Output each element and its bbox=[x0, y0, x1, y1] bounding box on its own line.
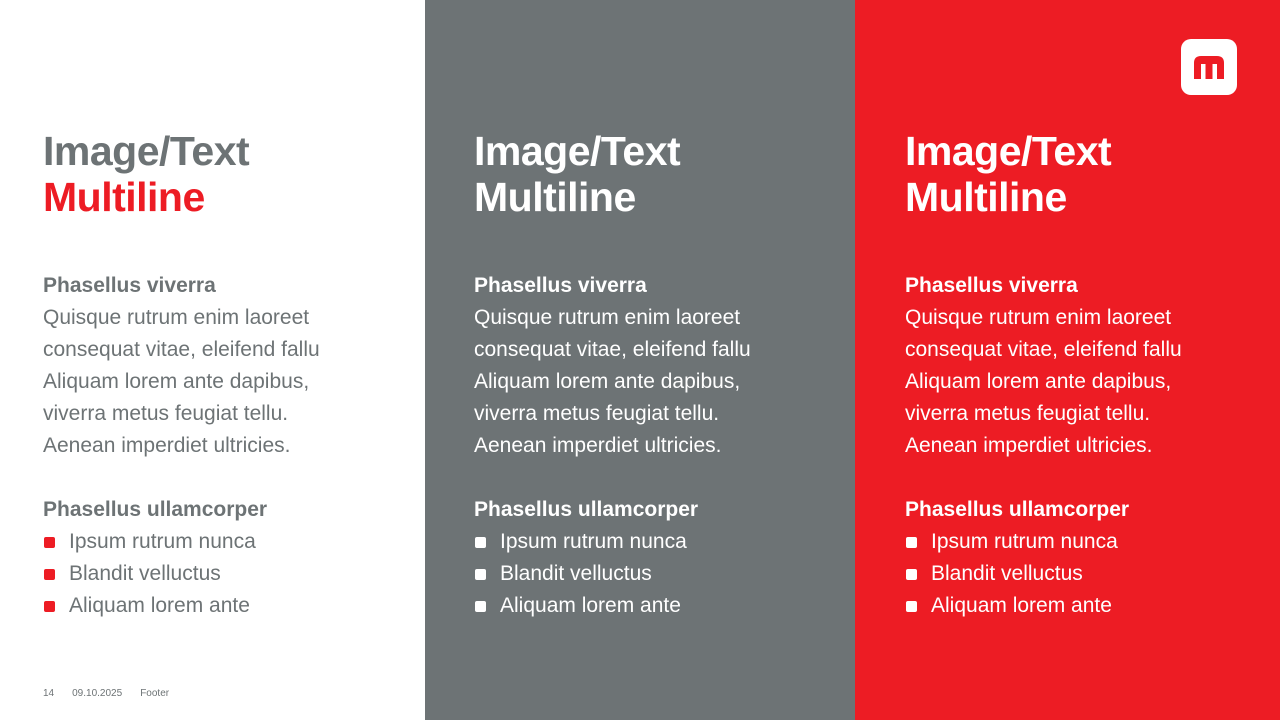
bullet-item bbox=[43, 558, 425, 590]
section-2-heading: Phasellus ullamcorper bbox=[43, 498, 268, 521]
footer bbox=[43, 688, 169, 699]
square-bullet-icon bbox=[44, 569, 55, 580]
bullet-list bbox=[43, 526, 425, 622]
paragraph-line: Aliquam lorem ante dapibus, bbox=[474, 370, 741, 393]
paragraph-line: viverra metus feugiat tellu. bbox=[905, 402, 1151, 425]
bullet-item bbox=[905, 526, 1280, 558]
column-red bbox=[855, 0, 1280, 720]
section-2-heading: Phasellus ullamcorper bbox=[905, 498, 1130, 521]
bullet-text: Blandit velluctus bbox=[69, 562, 221, 585]
section-1-heading: Phasellus viverra bbox=[43, 274, 216, 297]
logo-mark-icon bbox=[1181, 39, 1237, 95]
section-1 bbox=[905, 270, 1280, 462]
title-line-1: Image/Text bbox=[43, 128, 250, 174]
square-bullet-icon bbox=[475, 537, 486, 548]
section-1-paragraph bbox=[905, 302, 1280, 462]
paragraph-line: viverra metus feugiat tellu. bbox=[474, 402, 720, 425]
paragraph-line: Quisque rutrum enim laoreet bbox=[905, 306, 1172, 329]
column-gray bbox=[425, 0, 855, 720]
square-bullet-icon bbox=[475, 601, 486, 612]
bullet-item bbox=[43, 526, 425, 558]
square-bullet-icon bbox=[906, 601, 917, 612]
paragraph-line: Quisque rutrum enim laoreet bbox=[43, 306, 310, 329]
bullet-item bbox=[43, 590, 425, 622]
title-line-1: Image/Text bbox=[474, 128, 681, 174]
paragraph-line: Aenean imperdiet ultricies. bbox=[43, 434, 291, 457]
paragraph-line: Aliquam lorem ante dapibus, bbox=[905, 370, 1172, 393]
section-2-heading: Phasellus ullamcorper bbox=[474, 498, 699, 521]
bullet-text: Aliquam lorem ante bbox=[69, 594, 250, 617]
section-2 bbox=[43, 494, 425, 622]
page-number: 14 bbox=[43, 688, 55, 699]
square-bullet-icon bbox=[44, 601, 55, 612]
paragraph-line: Aenean imperdiet ultricies. bbox=[474, 434, 722, 457]
paragraph-line: consequat vitae, eleifend fallu bbox=[474, 338, 751, 361]
column-title bbox=[905, 128, 1280, 220]
paragraph-line: Aenean imperdiet ultricies. bbox=[905, 434, 1153, 457]
bullet-text: Blandit velluctus bbox=[931, 562, 1083, 585]
square-bullet-icon bbox=[906, 537, 917, 548]
column-white bbox=[0, 0, 425, 720]
column-title bbox=[43, 128, 425, 220]
section-1 bbox=[474, 270, 855, 462]
section-1-heading: Phasellus viverra bbox=[474, 274, 647, 297]
bullet-item bbox=[474, 558, 855, 590]
section-1-heading: Phasellus viverra bbox=[905, 274, 1078, 297]
footer-text: Footer bbox=[140, 688, 170, 699]
square-bullet-icon bbox=[906, 569, 917, 580]
bullet-text: Ipsum rutrum nunca bbox=[69, 530, 256, 553]
bullet-list bbox=[905, 526, 1280, 622]
square-bullet-icon bbox=[44, 537, 55, 548]
square-bullet-icon bbox=[475, 569, 486, 580]
paragraph-line: consequat vitae, eleifend fallu bbox=[43, 338, 320, 361]
title-line-1: Image/Text bbox=[905, 128, 1112, 174]
paragraph-line: consequat vitae, eleifend fallu bbox=[905, 338, 1182, 361]
footer-date: 09.10.2025 bbox=[72, 688, 123, 699]
title-line-2: Multiline bbox=[43, 174, 205, 220]
column-title bbox=[474, 128, 855, 220]
bullet-text: Aliquam lorem ante bbox=[931, 594, 1112, 617]
title-line-2: Multiline bbox=[905, 174, 1067, 220]
bullet-item bbox=[474, 590, 855, 622]
section-2 bbox=[474, 494, 855, 622]
section-2 bbox=[905, 494, 1280, 622]
bullet-text: Blandit velluctus bbox=[500, 562, 652, 585]
paragraph-line: Quisque rutrum enim laoreet bbox=[474, 306, 741, 329]
bullet-item bbox=[905, 590, 1280, 622]
paragraph-line: viverra metus feugiat tellu. bbox=[43, 402, 289, 425]
bullet-item bbox=[905, 558, 1280, 590]
paragraph-line: Aliquam lorem ante dapibus, bbox=[43, 370, 310, 393]
section-1 bbox=[43, 270, 425, 462]
section-1-paragraph bbox=[43, 302, 425, 462]
section-1-paragraph bbox=[474, 302, 855, 462]
bullet-text: Aliquam lorem ante bbox=[500, 594, 681, 617]
bullet-text: Ipsum rutrum nunca bbox=[931, 530, 1118, 553]
bullet-list bbox=[474, 526, 855, 622]
title-line-2: Multiline bbox=[474, 174, 636, 220]
bullet-text: Ipsum rutrum nunca bbox=[500, 530, 687, 553]
brand-logo-icon bbox=[1181, 39, 1237, 95]
bullet-item bbox=[474, 526, 855, 558]
